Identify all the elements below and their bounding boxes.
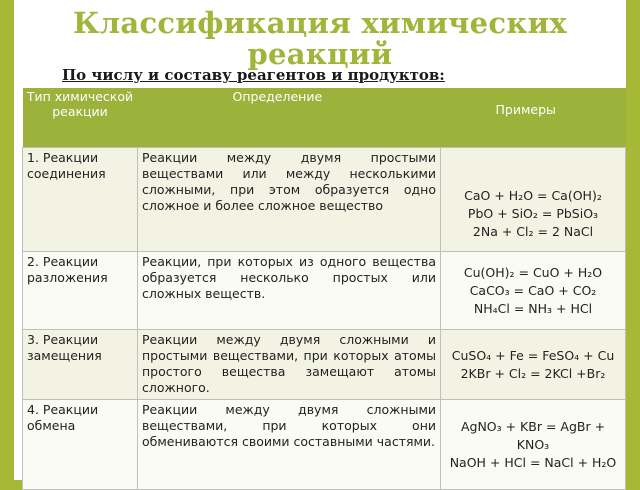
- reaction-examples: [441, 148, 626, 252]
- example-equation: NH₄Cl = NH₃ + HCl: [473, 300, 593, 316]
- table-row: [23, 148, 626, 252]
- reaction-type: 4. Реакции обмена: [23, 400, 138, 490]
- reaction-type: 3. Реакции замещения: [23, 330, 138, 400]
- header-definition: Определение: [138, 88, 441, 148]
- classification-table: [22, 88, 626, 490]
- table-row: [23, 400, 626, 490]
- example-equation: CaO + H₂O = Ca(OH)₂: [464, 187, 602, 203]
- page-title: Классификация химических реакций: [72, 6, 568, 71]
- reaction-examples: [441, 330, 626, 400]
- reaction-definition: Реакции между двумя сложными и простыми веществами, при которых атомы простого вещества замещают атомы сложного.: [138, 330, 441, 400]
- table-row: [23, 330, 626, 400]
- slide: [14, 0, 626, 480]
- example-equation: 2Na + Cl₂ = 2 NaCl: [472, 223, 594, 239]
- reaction-definition: Реакции, при которых из одного вещества образуется несколько простых или сложных веществ.: [138, 252, 441, 330]
- example-equation: CuSO₄ + Fe = FeSO₄ + Cu: [451, 347, 615, 363]
- reaction-definition: Реакции между двумя простыми веществами или между несколькими сложными, при этом образуется одно сложное и более сложное вещество: [138, 148, 441, 252]
- reaction-examples: [441, 400, 626, 490]
- example-equation: NaOH + HCl = NaCl + H₂O: [449, 454, 617, 470]
- example-equation: Cu(OH)₂ = CuO + H₂O: [463, 264, 603, 280]
- table-header-row: [23, 88, 626, 148]
- reaction-type: 1. Реакции соединения: [23, 148, 138, 252]
- table-row: [23, 252, 626, 330]
- example-equation: AgNO₃ + KBr = AgBr + KNO₃: [460, 418, 606, 452]
- header-examples: Примеры: [441, 88, 626, 148]
- header-type: Тип химической реакции: [23, 88, 138, 148]
- example-equation: CaCO₃ = CaO + CO₂: [469, 282, 597, 298]
- example-equation: 2KBr + Cl₂ = 2KCl +Br₂: [460, 365, 606, 381]
- reaction-type: 2. Реакции разложения: [23, 252, 138, 330]
- subtitle: По числу и составу реагентов и продуктов:: [62, 66, 445, 84]
- reaction-examples: [441, 252, 626, 330]
- reaction-definition: Реакции между двумя сложными веществами, при которых они обмениваются своими составными частями.: [138, 400, 441, 490]
- example-equation: PbO + SiO₂ = PbSiO₃: [467, 205, 599, 221]
